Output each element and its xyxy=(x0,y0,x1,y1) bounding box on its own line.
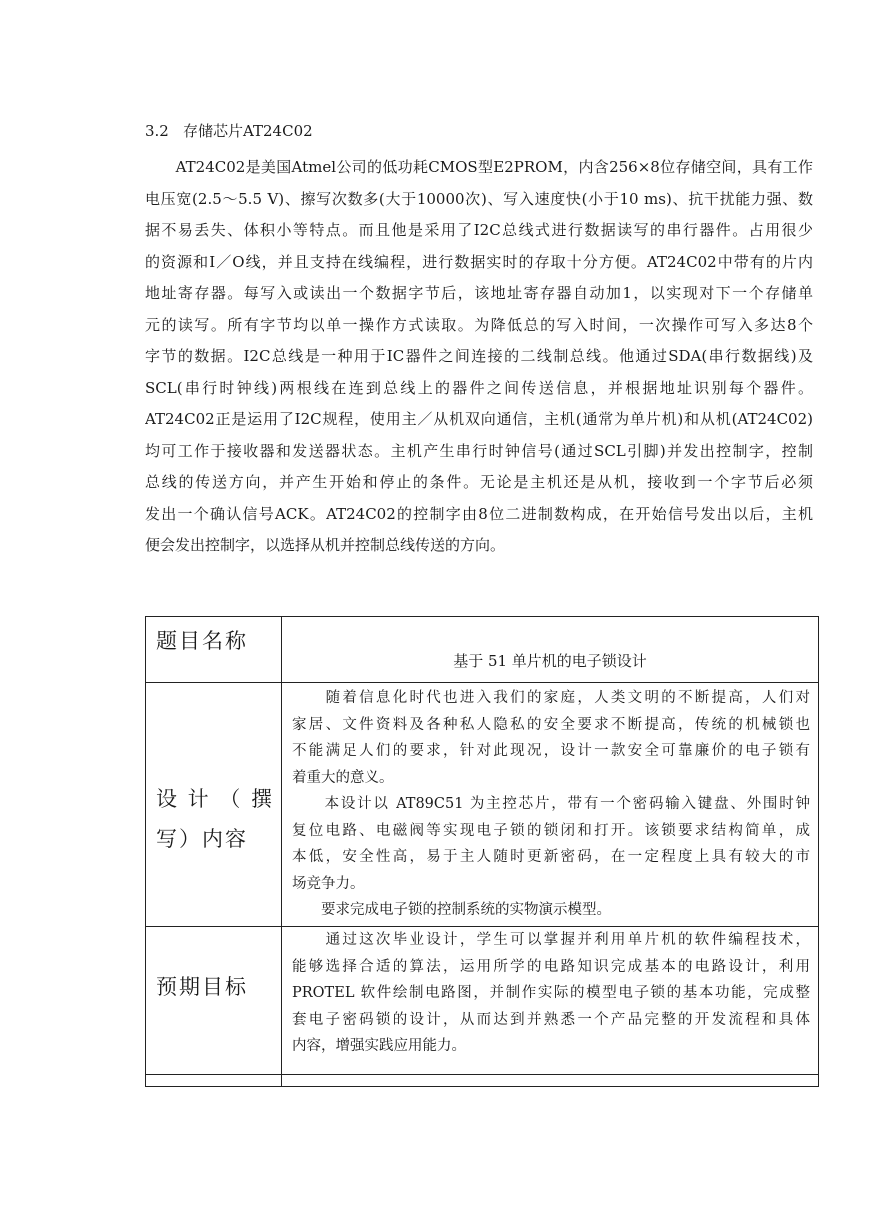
table-row-partial xyxy=(146,1075,819,1087)
value-cell xyxy=(282,617,819,683)
label-cell xyxy=(146,1075,282,1087)
label-cell xyxy=(146,683,282,927)
body-paragraph xyxy=(145,152,813,562)
content-line: 套电子密码锁的设计，从而达到并熟悉一个产品完整的开发流程和具体 xyxy=(292,1011,810,1028)
paragraph-line: AT24C02是美国Atmel公司的低功耗CMOS型E2PROM，内含256×8位存储空间，具有工作 xyxy=(145,158,813,176)
project-title: 基于 51 单片机的电子锁设计 xyxy=(453,652,647,670)
paragraph-line: 地址寄存器。每写入或读出一个数据字节后，该地址寄存器自动加1，以实现对下一个存储单 xyxy=(145,284,813,302)
paragraph-line: 据不易丢失、体积小等特点。而且他是采用了I2C总线式进行数据读写的串行器件。占用很少 xyxy=(145,221,813,239)
content-line: 要求完成电子锁的控制系统的实物演示模型。 xyxy=(292,902,611,918)
section-number: 3.2 xyxy=(145,122,169,140)
row-label-line: 写）内容 xyxy=(156,827,248,851)
paragraph-line: 的资源和I／O线，并且支持在线编程，进行数据实时的存取十分方便。AT24C02中带有的片内 xyxy=(145,252,813,271)
table-row-goals xyxy=(146,927,819,1075)
row-label-line: 设 计 （ 撰 xyxy=(156,787,275,811)
table-row-title xyxy=(146,617,819,683)
value-cell xyxy=(282,683,819,927)
value-cell xyxy=(282,1075,819,1087)
paragraph-line: 电压宽(2.5～5.5 V)、擦写次数多(大于10000次)、写入速度快(小于10 ms)、抗干扰能力强、数 xyxy=(145,189,813,208)
content-line: 不能满足人们的要求，针对此现况，设计一款安全可靠廉价的电子锁有 xyxy=(292,743,810,759)
project-info-table xyxy=(145,616,819,1087)
label-cell xyxy=(146,927,282,1075)
paragraph-line: 总线的传送方向，并产生开始和停止的条件。无论是主机还是从机，接收到一个字节后必须 xyxy=(145,473,813,491)
row-label: 题目名称 xyxy=(156,629,248,653)
paragraph-line: 发出一个确认信号ACK。AT24C02的控制字由8位二进制数构成，在开始信号发出以后，主机 xyxy=(145,504,813,523)
content-line: 随着信息化时代也进入我们的家庭，人类文明的不断提高，人们对 xyxy=(292,690,810,706)
content-line: 家居、文件资料及各种私人隐私的安全要求不断提高，传统的机械锁也 xyxy=(292,716,810,733)
section-title: 存储芯片AT24C02 xyxy=(183,122,313,140)
content-line: 场竞争力。 xyxy=(292,875,365,892)
content-line: 能够选择合适的算法，运用所学的电路知识完成基本的电路设计，利用 xyxy=(292,958,810,975)
content-line: 复位电路、电磁阀等实现电子锁的锁闭和打开。该锁要求结构简单，成 xyxy=(292,822,810,839)
content-line: 本设计以 AT89C51 为主控芯片，带有一个密码输入键盘、外围时钟 xyxy=(292,796,810,812)
paragraph-line: 均可工作于接收器和发送器状态。主机产生串行时钟信号(通过SCL引脚)并发出控制字，控制 xyxy=(145,441,813,460)
paragraph-line: 字节的数据。I2C总线是一种用于IC器件之间连接的二线制总线。他通过SDA(串行数据线)及 xyxy=(145,347,813,365)
paragraph-line: 元的读写。所有字节均以单一操作方式读取。为降低总的写入时间，一次操作可写入多达8个 xyxy=(145,315,813,334)
paragraph-line: AT24C02正是运用了I2C规程，使用主／从机双向通信，主机(通常为单片机)和从机(AT24C02) xyxy=(145,410,813,428)
content-text xyxy=(282,683,818,924)
row-label: 预期目标 xyxy=(156,975,248,999)
content-line: 内容，增强实践应用能力。 xyxy=(292,1038,466,1054)
content-text xyxy=(282,927,818,1060)
content-line: 本低，安全性高，易于主人随时更新密码，在一定程度上具有较大的市 xyxy=(292,849,810,865)
content-line: 通过这次毕业设计，学生可以掌握并利用单片机的软件编程技术， xyxy=(292,932,810,948)
content-line: 着重大的意义。 xyxy=(292,769,394,786)
paragraph-line: SCL(串行时钟线)两根线在连到总线上的器件之间传送信息，并根据地址识别每个器件。 xyxy=(145,378,813,397)
content-line: PROTEL 软件绘制电路图，并制作实际的模型电子锁的基本功能，完成整 xyxy=(292,985,810,1001)
row-label xyxy=(146,683,281,859)
value-cell xyxy=(282,927,819,1075)
paragraph-line: 便会发出控制字，以选择从机并控制总线传送的方向。 xyxy=(145,536,506,554)
section-heading xyxy=(145,120,313,141)
table-row-content xyxy=(146,683,819,927)
label-cell xyxy=(146,617,282,683)
